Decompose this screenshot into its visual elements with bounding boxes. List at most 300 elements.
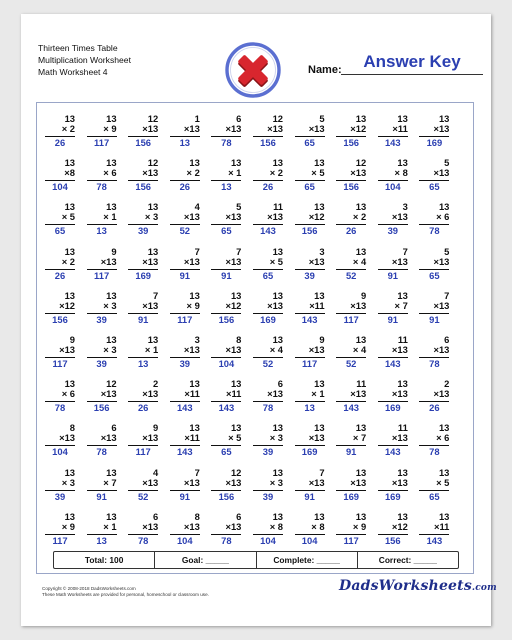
multiplier: × 2 (61, 123, 75, 134)
multiplier: ×13 (225, 476, 242, 488)
multiplier: ×13 (142, 432, 159, 444)
multiplier: × 2 (269, 167, 283, 179)
problem (419, 423, 449, 457)
multiplier: ×13 (59, 432, 75, 444)
problem (378, 202, 408, 236)
multiplicand: 13 (272, 334, 283, 345)
answer: 91 (387, 269, 399, 281)
answer: 104 (176, 534, 193, 546)
multiplier: × 5 (311, 167, 325, 179)
multiplier: ×13 (100, 388, 117, 400)
multiplier: × 8 (394, 167, 408, 179)
multiplicand: 13 (189, 157, 200, 169)
problem (419, 379, 449, 413)
multiplier: ×13 (183, 255, 200, 267)
multiplicand: 3 (194, 334, 200, 345)
multiplicand: 5 (444, 245, 450, 257)
multiplier: ×12 (391, 520, 408, 532)
multiplier: × 7 (394, 299, 408, 311)
problem (45, 468, 75, 502)
multiplicand: 13 (230, 157, 242, 169)
multiplicand: 12 (272, 113, 283, 124)
multiplicand: 13 (64, 466, 75, 478)
answer: 52 (179, 225, 191, 237)
answer: 156 (93, 402, 110, 414)
answer: 13 (179, 137, 191, 148)
problem (295, 468, 325, 502)
problem (211, 423, 241, 457)
multiplicand: 5 (236, 201, 242, 213)
answer: 156 (343, 137, 360, 148)
answer: 39 (137, 225, 149, 237)
red-x-icon (225, 42, 281, 98)
problem (336, 158, 366, 192)
answer: 156 (343, 181, 360, 193)
problem (378, 512, 408, 546)
problem (87, 512, 117, 546)
problem (211, 335, 241, 369)
multiplicand: 13 (147, 201, 159, 213)
multiplicand: 13 (438, 422, 450, 434)
problem (336, 202, 366, 236)
multiplier: ×13 (142, 388, 159, 400)
multiplicand: 13 (355, 245, 367, 257)
title-line-2: Multiplication Worksheet (38, 55, 131, 65)
answer: 26 (137, 402, 149, 414)
multiplicand: 13 (106, 113, 117, 124)
multiplicand: 13 (272, 466, 283, 478)
answer: 39 (387, 225, 399, 237)
multiplier: ×13 (391, 211, 408, 223)
multiplier: × 6 (436, 211, 450, 223)
name-line (341, 74, 483, 75)
multiplicand: 5 (444, 157, 450, 169)
answer: 117 (343, 313, 359, 325)
multiplicand: 13 (355, 466, 367, 478)
problem (45, 247, 75, 281)
multiplicand: 1 (194, 113, 200, 124)
multiplier: ×11 (184, 388, 200, 400)
multiplier: ×13 (142, 123, 159, 134)
problem (295, 335, 325, 369)
problem (45, 512, 75, 546)
multiplicand: 13 (397, 466, 408, 478)
multiplicand: 5 (319, 113, 325, 124)
multiplier: × 7 (103, 476, 117, 488)
multiplicand: 8 (69, 422, 75, 434)
multiplier: × 2 (352, 211, 367, 223)
multiplicand: 4 (152, 466, 159, 478)
answer: 117 (52, 534, 68, 546)
multiplicand: 13 (272, 245, 283, 257)
multiplicand: 2 (444, 378, 450, 390)
problem (336, 379, 366, 413)
answer: 156 (52, 313, 68, 325)
multiplier: × 3 (144, 211, 159, 223)
problem (211, 379, 241, 413)
multiplicand: 13 (355, 510, 367, 522)
answer: 143 (384, 446, 401, 458)
multiplicand: 13 (314, 157, 325, 169)
multiplier: ×13 (100, 432, 117, 444)
answer: 156 (218, 490, 235, 502)
multiplier: ×13 (433, 255, 450, 267)
problem (295, 512, 325, 546)
multiplicand: 13 (397, 157, 408, 169)
answer: 78 (137, 534, 149, 546)
problem (253, 114, 283, 148)
multiplicand: 13 (355, 201, 367, 213)
answer: 117 (343, 534, 359, 546)
problem (87, 247, 117, 281)
problem (45, 291, 75, 325)
problem (211, 468, 241, 502)
multiplier: × 5 (61, 211, 75, 223)
problem (170, 335, 200, 369)
multiplier: ×13 (142, 299, 159, 311)
multiplier: ×11 (392, 123, 408, 134)
multiplier: ×13 (433, 388, 450, 400)
multiplicand: 12 (147, 113, 159, 124)
problem (87, 291, 117, 325)
score-box (53, 551, 459, 569)
multiplier: ×13 (267, 388, 283, 400)
multiplier: × 9 (186, 299, 200, 311)
answer: 78 (96, 181, 107, 193)
multiplicand: 7 (194, 466, 200, 478)
multiplicand: 13 (64, 289, 75, 301)
multiplier: ×13 (100, 255, 117, 267)
answer: 65 (54, 225, 66, 237)
multiplicand: 6 (152, 510, 159, 522)
problem (295, 202, 325, 236)
answer: 78 (221, 137, 232, 148)
multiplier: ×13 (350, 299, 367, 311)
multiplier: × 3 (103, 344, 117, 355)
problem (211, 114, 241, 148)
multiplier: × 3 (269, 432, 283, 444)
answer: 78 (262, 402, 274, 414)
multiplier: ×13 (308, 476, 325, 488)
answer: 143 (176, 402, 193, 414)
multiplier: ×13 (183, 476, 200, 488)
problem (378, 468, 408, 502)
multiplier: ×8 (64, 167, 75, 179)
multiplier: ×13 (225, 520, 242, 532)
multiplier: × 9 (103, 123, 117, 134)
answer: 143 (218, 402, 235, 414)
multiplier: ×13 (267, 299, 283, 311)
answer: 117 (177, 313, 193, 325)
answer: 169 (384, 490, 401, 502)
multiplicand: 9 (360, 289, 367, 301)
problem (336, 291, 366, 325)
answer: 52 (137, 490, 149, 502)
answer: 26 (429, 402, 440, 414)
answer: 78 (429, 225, 440, 237)
problem (211, 202, 241, 236)
problem (170, 158, 200, 192)
multiplicand: 13 (106, 466, 117, 478)
problem (336, 423, 366, 457)
problem (253, 423, 283, 457)
multiplier: × 1 (228, 167, 242, 179)
answer: 91 (387, 313, 399, 325)
answer: 26 (179, 181, 191, 193)
multiplier: ×13 (391, 432, 408, 444)
problem (419, 468, 449, 502)
answer: 156 (218, 313, 235, 325)
problem (419, 158, 449, 192)
answer: 91 (304, 490, 315, 502)
multiplicand: 9 (111, 245, 117, 257)
multiplicand: 12 (355, 157, 367, 169)
answer: 91 (429, 313, 440, 325)
multiplicand: 13 (230, 422, 242, 434)
multiplier: × 9 (61, 520, 75, 532)
answer: 78 (96, 446, 107, 458)
title-line-1: Thirteen Times Table (38, 43, 118, 53)
goal-cell: Goal: _____ (155, 552, 256, 568)
multiplier: × 2 (61, 255, 75, 267)
problem (378, 423, 408, 457)
multiplier: ×13 (391, 476, 408, 488)
problem (336, 512, 366, 546)
multiplicand: 8 (194, 510, 200, 522)
multiplicand: 13 (272, 422, 283, 434)
problem (170, 114, 200, 148)
problem (128, 423, 158, 457)
answer: 13 (304, 402, 315, 414)
answer: 65 (221, 446, 232, 458)
problem (253, 291, 283, 325)
multiplicand: 11 (356, 378, 367, 390)
multiplier: ×12 (350, 123, 367, 134)
multiplicand: 9 (69, 334, 75, 345)
multiplier: × 5 (436, 476, 450, 488)
answer: 65 (429, 490, 440, 502)
answer: 26 (54, 137, 66, 148)
multiplier: ×13 (142, 520, 159, 532)
multiplier: × 5 (228, 432, 242, 444)
multiplicand: 13 (355, 422, 367, 434)
multiplicand: 13 (355, 334, 367, 345)
multiplier: × 1 (103, 520, 117, 532)
multiplicand: 13 (355, 113, 367, 124)
multiplier: ×13 (183, 344, 200, 355)
multiplicand: 13 (397, 113, 408, 124)
problem (336, 247, 366, 281)
name-label: Name: (308, 64, 342, 76)
multiplicand: 13 (314, 289, 325, 301)
multiplier: ×13 (225, 123, 242, 134)
multiplicand: 11 (273, 201, 283, 213)
multiplier: ×11 (309, 299, 325, 311)
answer: 78 (221, 534, 232, 546)
multiplier: × 1 (103, 211, 117, 223)
problem (211, 158, 241, 192)
multiplicand: 13 (272, 157, 283, 169)
problem (295, 247, 325, 281)
multiplicand: 6 (277, 378, 283, 390)
multiplicand: 13 (314, 422, 325, 434)
answer: 39 (179, 358, 191, 369)
answer: 104 (218, 358, 235, 369)
answer: 78 (429, 446, 440, 458)
problem (211, 291, 241, 325)
problem (128, 202, 158, 236)
multiplier: ×13 (267, 123, 283, 134)
brand-name: DadsWorksheets (339, 578, 472, 594)
multiplicand: 11 (397, 422, 408, 434)
problem (253, 468, 283, 502)
multiplier: ×13 (308, 432, 325, 444)
problem (253, 158, 283, 192)
multiplier: × 4 (269, 344, 283, 355)
brand-suffix: .com (471, 583, 497, 593)
problem (87, 468, 117, 502)
problem (419, 202, 449, 236)
multiplier: ×12 (59, 299, 75, 311)
answer: 52 (262, 358, 274, 369)
multiplier: ×13 (142, 476, 159, 488)
multiplier: × 9 (352, 520, 367, 532)
multiplicand: 11 (397, 334, 408, 345)
problem (128, 158, 158, 192)
problem (45, 202, 75, 236)
answer: 39 (304, 269, 315, 281)
problem (253, 202, 283, 236)
multiplier: ×13 (225, 344, 242, 355)
correct-cell: Correct: _____ (378, 555, 437, 565)
multiplier: ×13 (183, 123, 200, 134)
answer: 91 (96, 490, 107, 502)
answer: 156 (135, 181, 152, 193)
multiplier: × 6 (61, 388, 75, 400)
multiplier: ×11 (184, 432, 200, 444)
multiplier: × 4 (352, 255, 367, 267)
multiplicand: 13 (106, 157, 117, 169)
answer: 91 (137, 313, 149, 325)
multiplicand: 13 (189, 422, 200, 434)
answer: 104 (384, 181, 401, 193)
problem (87, 423, 117, 457)
multiplicand: 7 (152, 289, 159, 301)
multiplier: ×13 (183, 520, 200, 532)
answer: 169 (343, 490, 360, 502)
multiplicand: 7 (402, 245, 408, 257)
answer: 78 (54, 402, 66, 414)
answer: 13 (96, 225, 107, 237)
answer-key-label: Answer Key (363, 52, 461, 71)
copyright-notice (42, 586, 209, 598)
answer: 91 (221, 269, 232, 281)
multiplicand: 8 (236, 334, 242, 345)
multiplicand: 12 (106, 378, 117, 390)
answer: 26 (345, 225, 357, 237)
problem (45, 114, 75, 148)
title-line-3: Math Worksheet 4 (38, 67, 108, 77)
multiplicand: 13 (397, 378, 408, 390)
multiplicand: 13 (64, 510, 75, 522)
answer: 143 (260, 225, 276, 237)
multiplier: ×13 (142, 167, 159, 179)
problem (170, 468, 200, 502)
multiplier: × 4 (352, 344, 367, 355)
multiplier: ×13 (433, 344, 450, 355)
copyright-line-2: These Math Worksheets are provided for personal, homeschool or classroom use. (42, 592, 209, 597)
multiplicand: 9 (319, 334, 325, 345)
problem (419, 247, 449, 281)
problem (419, 114, 449, 148)
problem (211, 512, 241, 546)
answer: 39 (54, 490, 66, 502)
multiplier: × 1 (311, 388, 325, 400)
answer: 78 (429, 358, 440, 369)
multiplier: × 5 (269, 255, 283, 267)
multiplicand: 13 (438, 510, 450, 522)
multiplier: ×13 (433, 299, 450, 311)
answer: 13 (221, 181, 232, 193)
multiplier: ×13 (350, 167, 367, 179)
multiplicand: 13 (64, 157, 75, 169)
answer: 117 (94, 269, 110, 281)
answer: 169 (426, 137, 443, 148)
answer: 117 (94, 137, 110, 148)
multiplier: × 6 (103, 167, 117, 179)
answer: 169 (301, 446, 318, 458)
multiplier: ×13 (308, 123, 325, 134)
multiplier: × 2 (186, 167, 200, 179)
multiplicand: 13 (272, 510, 283, 522)
answer: 65 (429, 181, 440, 193)
multiplicand: 13 (64, 201, 75, 213)
multiplicand: 13 (314, 378, 325, 390)
multiplier: × 3 (269, 476, 283, 488)
answer: 52 (345, 358, 357, 369)
problem (128, 291, 158, 325)
answer: 39 (262, 446, 274, 458)
multiplier: × 1 (144, 344, 159, 355)
answer: 91 (179, 269, 191, 281)
multiplier: ×13 (142, 255, 159, 267)
multiplier: ×11 (226, 388, 242, 400)
answer: 104 (52, 446, 68, 458)
multiplicand: 6 (236, 113, 242, 124)
problem (253, 512, 283, 546)
problem (378, 379, 408, 413)
complete-cell: Complete: _____ (257, 552, 358, 568)
problem (128, 379, 158, 413)
problem (45, 423, 75, 457)
answer: 156 (260, 137, 276, 148)
multiplicand: 13 (64, 113, 75, 124)
multiplicand: 13 (64, 378, 75, 390)
answer: 65 (262, 269, 274, 281)
multiplicand: 13 (106, 334, 117, 345)
problem (378, 335, 408, 369)
multiplicand: 3 (402, 201, 408, 213)
multiplier: ×12 (308, 211, 325, 223)
answer: 91 (345, 446, 357, 458)
answer: 65 (304, 181, 315, 193)
problem (170, 512, 200, 546)
multiplicand: 13 (64, 245, 75, 257)
multiplier: ×13 (391, 388, 408, 400)
problem (128, 512, 158, 546)
multiplicand: 7 (194, 245, 200, 257)
answer: 26 (54, 269, 66, 281)
